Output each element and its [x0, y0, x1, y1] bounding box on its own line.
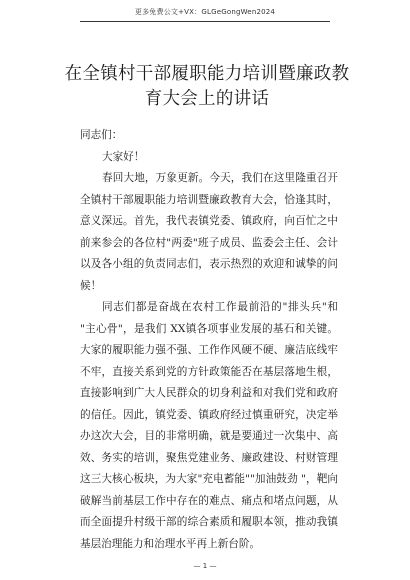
paragraph-2: 同志们都是奋战在农村工作最前沿的"排头兵"和 "主心骨"，是我们 XX镇各项事业发展的基石和关键。大家的履职能力强不强、工作作风硬不硬、廉洁底线牢不牢，直接关系到党的方针政策能否在基层落地生根，直接影响到广大人民群众的切身利益和对我们党和政府的信任。因此，镇党委、镇政府经过慎重研究，决定举办这次大会，目的非常明确，就是要通过一次集中、高效、务实的培训，聚焦党建业务、廉政建设、村财管理这三大核心板块，为大家"充电蓄能""加油鼓劲 "，靶向破解当前基层工作中存在的难点、痛点和堵点问题，从而全面提升村级干部的综合素质和履职本领，推动我镇基层治理能力和治理水平再上新台阶。 [80, 301, 338, 550]
document-title: 在全镇村干部履职能力培训暨廉政教育大会上的讲话 [64, 64, 350, 109]
salutation: 同志们： [80, 129, 123, 141]
header-divider [80, 21, 330, 22]
header-note: 更多免费公文+VX：GLGeGongWen2024 [134, 8, 276, 16]
document-body [80, 125, 338, 555]
paragraph-1: 春回大地，万象更新。今天，我们在这里隆重召开全镇村干部履职能力培训暨廉政教育大会，恰逢其时，意义深远。首先，我代表镇党委、镇政府，向百忙之中前来参会的各位村"两委"班子成员、监委会主任、会计以及各小组的负责同志们，表示热烈的欢迎和诚挚的问候！ [80, 172, 338, 292]
page-number: — 1 — [193, 562, 217, 570]
greeting: 大家好！ [102, 150, 145, 163]
